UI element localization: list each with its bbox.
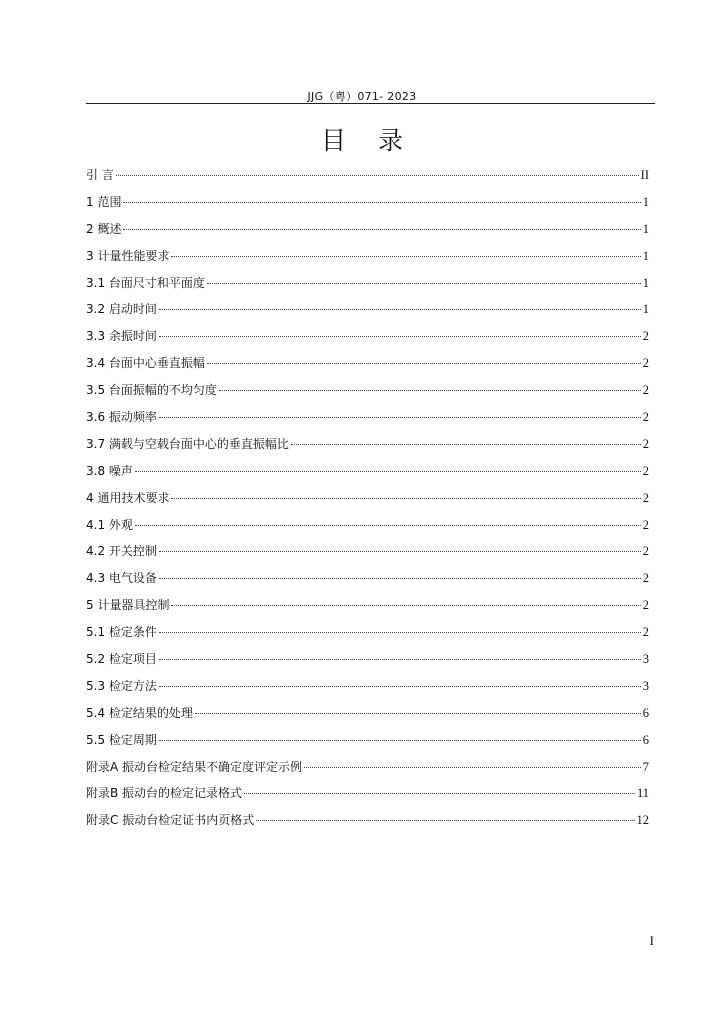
- toc-entry-label: 5.2 检定项目: [86, 652, 157, 667]
- toc-entry-label: 5.4 检定结果的处理: [86, 705, 193, 720]
- toc-dot-leader: [159, 659, 641, 660]
- toc-entry[interactable]: [86, 730, 649, 757]
- toc-dot-leader: [244, 793, 635, 794]
- toc-entry[interactable]: [86, 353, 649, 380]
- toc-entry-label: 5 计量器具控制: [86, 598, 170, 613]
- toc-entry-label: 附录B 振动台的检定记录格式: [86, 786, 243, 801]
- toc-entry[interactable]: [86, 488, 649, 515]
- toc-entry-page: 1: [642, 302, 649, 317]
- toc-entry-label: 4.1 外观: [86, 517, 133, 532]
- toc-entry-page: 2: [642, 463, 649, 478]
- toc-entry-page: 1: [642, 221, 649, 236]
- toc-dot-leader: [304, 767, 641, 768]
- toc-entry-page: 2: [642, 410, 649, 425]
- toc-dot-leader: [159, 686, 641, 687]
- toc-entry[interactable]: [86, 219, 649, 246]
- toc-dot-leader: [207, 363, 641, 364]
- toc-entry[interactable]: [86, 299, 649, 326]
- toc-entry-page: 6: [642, 732, 649, 747]
- toc-entry-label: 2 概述: [86, 221, 122, 236]
- toc-entry-label: 3.2 启动时间: [86, 302, 157, 317]
- toc-entry-page: 2: [642, 598, 649, 613]
- toc-entry-label: 3.7 满载与空载台面中心的垂直振幅比: [86, 436, 289, 451]
- toc-entry[interactable]: [86, 246, 649, 273]
- toc-entry[interactable]: [86, 757, 649, 784]
- toc-entry-page: 2: [642, 544, 649, 559]
- toc-entry[interactable]: [86, 622, 649, 649]
- toc-entry-label: 3.6 振动频率: [86, 410, 157, 425]
- toc-entry[interactable]: [86, 703, 649, 730]
- toc-dot-leader: [135, 471, 641, 472]
- toc-entry[interactable]: [86, 434, 649, 461]
- toc-entry-page: 2: [642, 571, 649, 586]
- toc-entry-page: 11: [636, 786, 649, 801]
- toc-entry-label: 5.3 检定方法: [86, 678, 157, 693]
- toc-dot-leader: [116, 175, 639, 176]
- toc-entry-page: 7: [642, 759, 649, 774]
- toc-entry-page: II: [640, 168, 649, 182]
- toc-entry-label: 1 范围: [86, 194, 122, 209]
- toc-dot-leader: [159, 309, 641, 310]
- toc-dot-leader: [171, 498, 640, 499]
- toc-dot-leader: [195, 713, 641, 714]
- toc-entry-label: 附录A 振动台检定结果不确定度评定示例: [86, 759, 303, 774]
- toc-entry-label: 3.8 噪声: [86, 463, 133, 478]
- toc-entry[interactable]: [86, 515, 649, 542]
- toc-dot-leader: [159, 632, 641, 633]
- toc-entry-page: 1: [642, 275, 649, 290]
- toc-entry[interactable]: [86, 568, 649, 595]
- toc-entry-page: 2: [642, 356, 649, 371]
- toc-dot-leader: [123, 202, 640, 203]
- toc-entry[interactable]: [86, 273, 649, 300]
- toc-entry[interactable]: [86, 676, 649, 703]
- toc-dot-leader: [171, 256, 640, 257]
- toc-entry-page: 2: [642, 329, 649, 344]
- toc-entry-label: 4 通用技术要求: [86, 490, 170, 505]
- toc-entry[interactable]: [86, 783, 649, 810]
- toc-dot-leader: [207, 283, 641, 284]
- toc-entry[interactable]: [86, 649, 649, 676]
- toc-entry-label: 5.5 检定周期: [86, 732, 157, 747]
- toc-entry[interactable]: [86, 461, 649, 488]
- toc-dot-leader: [159, 578, 641, 579]
- toc-entry-page: 3: [642, 652, 649, 667]
- toc-entry-label: 3.4 台面中心垂直振幅: [86, 356, 205, 371]
- toc-dot-leader: [159, 417, 641, 418]
- toc-entry-page: 2: [642, 625, 649, 640]
- toc-entry[interactable]: [86, 165, 649, 192]
- page-title: 目 录: [321, 126, 415, 155]
- toc-entry-page: 2: [642, 490, 649, 505]
- toc-entry-page: 12: [636, 813, 649, 828]
- toc-dot-leader: [171, 605, 640, 606]
- toc-entry-label: 3 计量性能要求: [86, 248, 170, 263]
- toc-entry[interactable]: [86, 192, 649, 219]
- toc-dot-leader: [159, 336, 641, 337]
- toc-entry-label: 4.3 电气设备: [86, 571, 157, 586]
- toc-entry-label: 引 言: [86, 168, 114, 182]
- toc-dot-leader: [135, 525, 641, 526]
- toc-dot-leader: [159, 740, 641, 741]
- page-number: I: [649, 933, 654, 948]
- toc-dot-leader: [256, 820, 634, 821]
- toc-dot-leader: [219, 390, 641, 391]
- toc-dot-leader: [291, 444, 641, 445]
- toc-dot-leader: [159, 551, 641, 552]
- toc-dot-leader: [123, 229, 640, 230]
- toc-entry[interactable]: [86, 541, 649, 568]
- toc-entry-page: 6: [642, 705, 649, 720]
- toc-entry[interactable]: [86, 595, 649, 622]
- toc-entry-page: 2: [642, 383, 649, 398]
- toc-entry[interactable]: [86, 380, 649, 407]
- toc-entry[interactable]: [86, 407, 649, 434]
- toc-entry-page: 1: [642, 248, 649, 263]
- toc-entry[interactable]: [86, 326, 649, 353]
- header-divider: [86, 103, 655, 104]
- toc-entry[interactable]: [86, 810, 649, 837]
- toc-entry-label: 附录C 振动台检定证书内页格式: [86, 813, 255, 828]
- toc-entry-label: 3.3 余振时间: [86, 329, 157, 344]
- toc-entry-label: 3.5 台面振幅的不均匀度: [86, 383, 217, 398]
- table-of-contents: [86, 165, 649, 837]
- toc-entry-label: 4.2 开关控制: [86, 544, 157, 559]
- toc-entry-page: 2: [642, 517, 649, 532]
- toc-entry-label: 3.1 台面尺寸和平面度: [86, 275, 205, 290]
- toc-entry-page: 3: [642, 678, 649, 693]
- toc-entry-page: 2: [642, 436, 649, 451]
- document-header-code: JJG（粤）071- 2023: [307, 90, 417, 103]
- toc-entry-page: 1: [642, 194, 649, 209]
- toc-entry-label: 5.1 检定条件: [86, 625, 157, 640]
